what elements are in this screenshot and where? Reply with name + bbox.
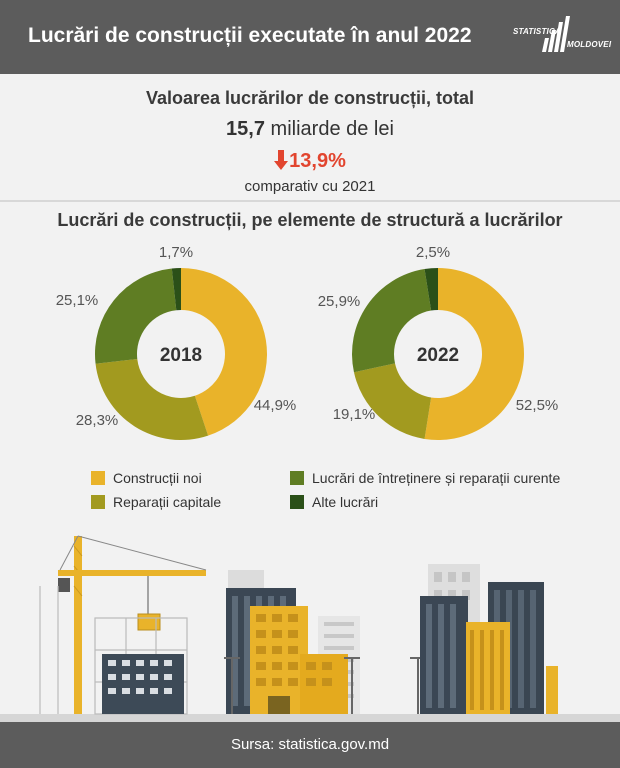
slice-label-2018-3: 25,1% <box>55 292 99 309</box>
slice-label-2018-4: 1,7% <box>158 244 194 261</box>
arrow-down-icon <box>274 150 288 170</box>
logo-bars-icon <box>513 14 613 60</box>
donut-slice-2022-2 <box>354 363 431 439</box>
construction-illustration <box>0 526 620 722</box>
section-divider <box>0 200 620 202</box>
footer-bar <box>0 722 620 768</box>
slice-label-2018-2: 28,3% <box>75 412 119 429</box>
slice-label-2022-2: 19,1% <box>332 406 376 423</box>
structure-title: Lucrări de construcții, pe elemente de structură a lucrărilor <box>57 210 563 230</box>
summary-change <box>0 150 620 173</box>
slice-label-2018-1: 44,9% <box>253 397 297 414</box>
logo-text-top: STATISTICA <box>513 27 561 36</box>
summary-unit: miliarde de lei <box>270 118 394 140</box>
summary-change-value: 13,9% <box>289 150 346 172</box>
summary-value <box>0 118 620 141</box>
chart-year-label-2022: 2022 <box>416 345 460 366</box>
logo-text-bottom: MOLDOVEI <box>567 40 612 49</box>
page-title: Lucrări de construcții executate în anul 2022 <box>28 24 472 47</box>
summary-title: Valoarea lucrărilor de construcții, total <box>145 88 475 108</box>
legend-swatch <box>290 495 304 509</box>
slice-label-2022-4: 2,5% <box>415 244 451 261</box>
slice-label-2022-3: 25,9% <box>317 293 361 310</box>
slice-label-2022-1: 52,5% <box>515 397 559 414</box>
legend-label: Reparații capitale <box>113 494 222 510</box>
legend-swatch <box>91 495 105 509</box>
legend-swatch <box>290 471 304 485</box>
donut-charts <box>0 240 620 450</box>
legend-label: Lucrări de întreținere și reparații curente <box>312 470 561 486</box>
chart-year-label-2018: 2018 <box>159 345 203 366</box>
legend-label: Construcții noi <box>113 470 202 486</box>
summary-comparison: comparativ cu 2021 <box>244 178 376 195</box>
legend-swatch <box>91 471 105 485</box>
legend-label: Alte lucrări <box>312 494 379 510</box>
header-bar <box>0 0 620 74</box>
summary-number: 15,7 <box>226 118 265 140</box>
source-text: Sursa: statistica.gov.md <box>230 736 390 753</box>
summary-section <box>0 74 620 200</box>
statistica-moldovei-logo <box>513 14 613 60</box>
